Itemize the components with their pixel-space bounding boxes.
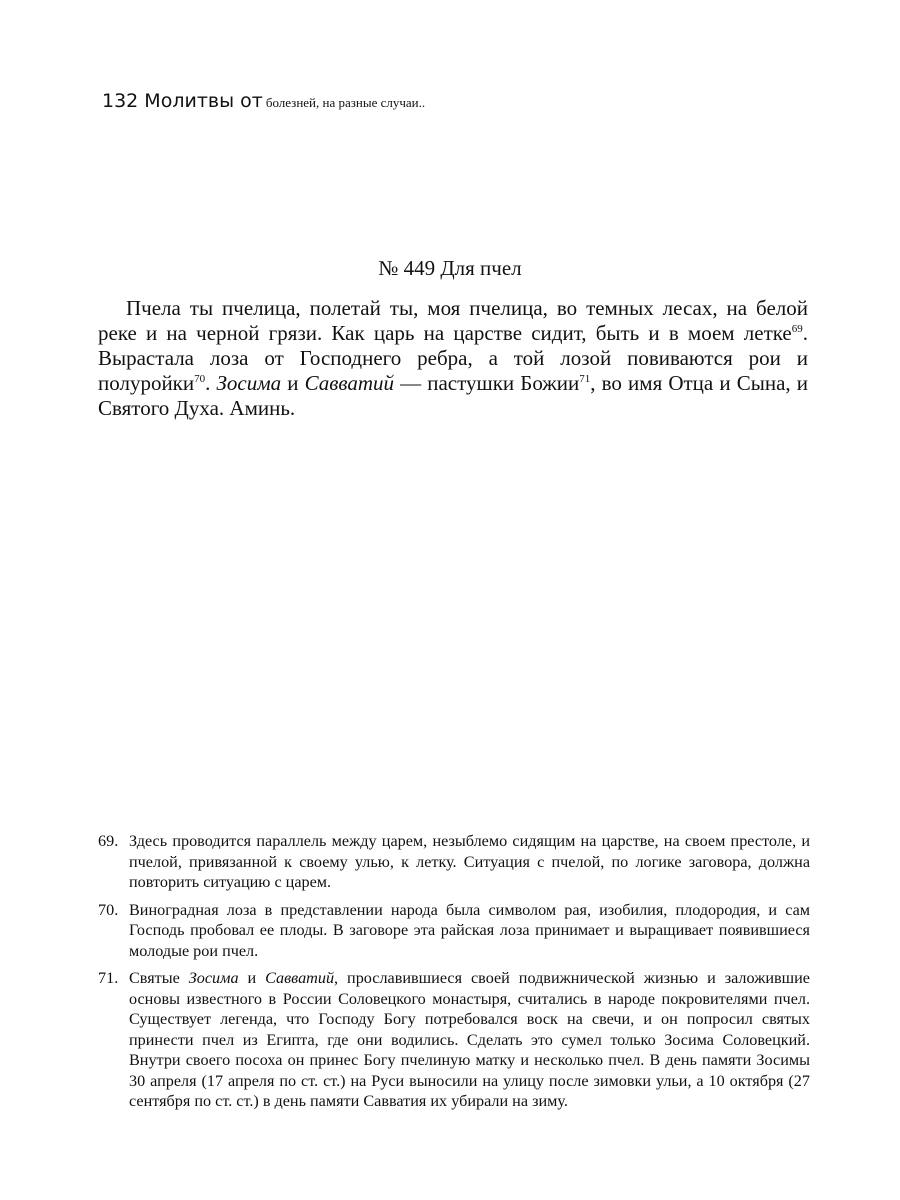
text-segment: . xyxy=(205,371,217,395)
saint-name-savvatiy: Савватий xyxy=(265,969,335,987)
footnote-text: Здесь проводится параллель между царем, незыблемо сидящим на царстве, на своем престоле, и пчелой, привязанной к своему улью, к летку. Ситуация с пчелой, по логике заговора, должна повторить ситуацию с царем. xyxy=(129,832,810,891)
footnote-number: 71. xyxy=(98,969,119,987)
saint-name-zosima: Зосима xyxy=(216,371,282,395)
text-segment: , во имя Отца и Сына, и Святого Духа. Аминь. xyxy=(98,371,808,420)
footnote-ref-71[interactable]: 71 xyxy=(579,373,591,385)
saint-name-savvatiy: Савватий xyxy=(304,371,395,395)
text-segment: . Вырастала лоза от Господнего ребра, а той лозой повиваются рои и полуройки xyxy=(98,321,808,395)
text-segment: — пастушки Божии xyxy=(394,371,580,395)
saint-name-zosima: Зосима xyxy=(188,969,239,987)
book-subtitle: болезней, на разные случаи.. xyxy=(265,95,426,110)
text-segment: Святые xyxy=(129,969,189,987)
footnote-70 xyxy=(98,900,810,962)
text-segment: и xyxy=(281,371,305,395)
footnote-text xyxy=(129,968,810,1112)
footnotes xyxy=(98,831,810,1119)
prayer-text xyxy=(98,296,808,421)
footnote-text: Виноградная лоза в представлении народа была символом рая, изобилия, плодородия, и сам Господь пробовал ее плоды. В заговоре эта райская лоза принимает и выращивает появившиеся молодые рои пчел. xyxy=(129,900,810,960)
running-header xyxy=(102,90,425,112)
page-number-and-book-title: 132 Молитвы от xyxy=(102,90,263,112)
prayer-title: № 449 Для пчел xyxy=(378,256,522,280)
footnote-ref-69[interactable]: 69 xyxy=(791,323,803,335)
text-segment: и xyxy=(238,969,266,987)
footnote-number: 70. xyxy=(98,900,119,919)
footnote-ref-70[interactable]: 70 xyxy=(194,373,206,385)
footnote-number: 69. xyxy=(98,832,119,850)
footnote-71 xyxy=(98,968,810,1112)
text-segment: Пчела ты пчелица, полетай ты, моя пчелица, во темных лесах, на белой реке и на черной грязи. Как царь на царстве сидит, быть и в моем летке xyxy=(98,296,808,345)
footnote-69 xyxy=(98,831,810,893)
text-segment: , прославившиеся своей подвижнической жизнью и заложившие основы известного в России Соловецкого монастыря, считались в народе покровителями пчел. Существует легенда, что Господу Богу потребовался воск на свечи, и он попросил святых принести пчел из Египта, где они водились. Сделать это сумел только Зосима Соловецкий. Внутри своего посоха он принес Богу пчелиную матку и несколько пчел. В день памяти Зосимы 30 апреля (17 апреля по ст. ст.) на Руси выносили на улицу после зимовки ульи, а 10 октября (27 сентября по ст. ст.) в день памяти Савватия их убирали на зиму. xyxy=(129,969,810,1110)
